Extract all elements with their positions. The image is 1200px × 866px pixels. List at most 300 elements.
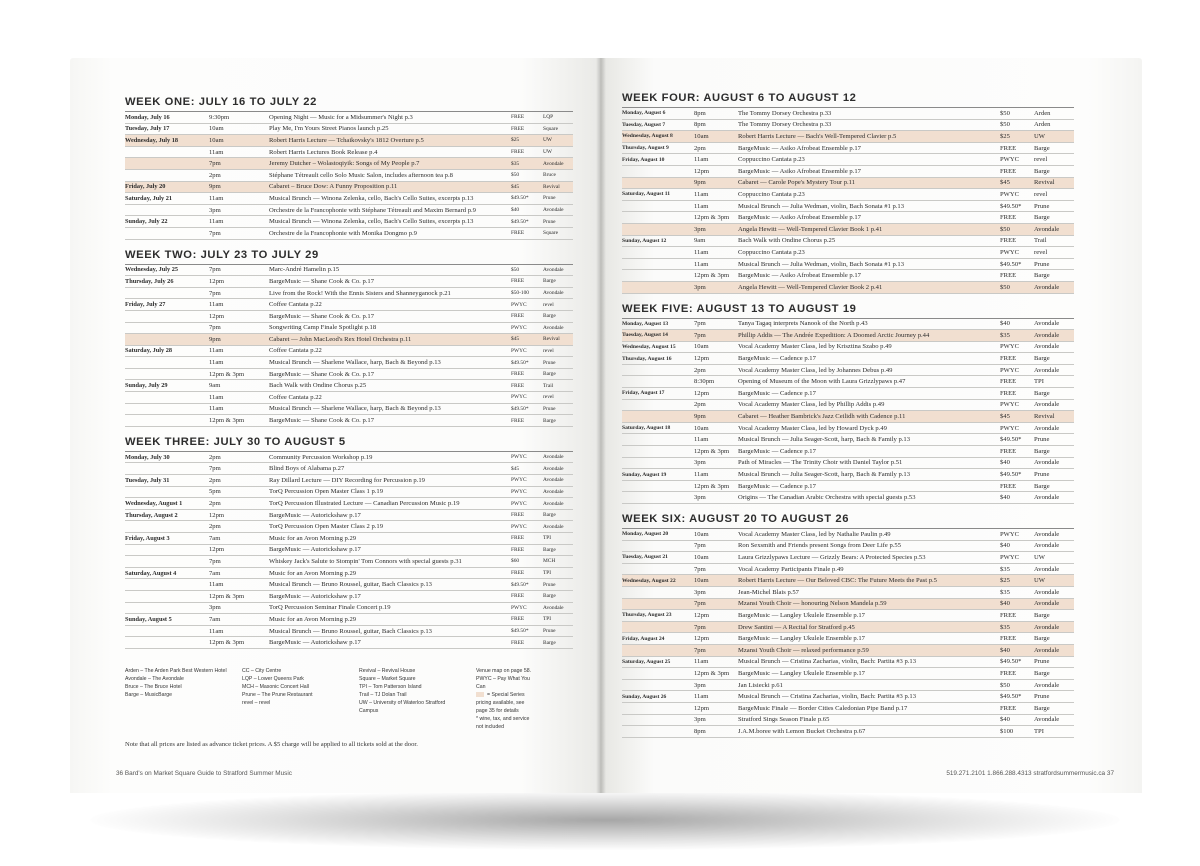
- left-schedule: [125, 96, 573, 748]
- row-venue: Barge: [1034, 144, 1050, 152]
- schedule-row: [125, 545, 573, 557]
- row-time: 7pm: [694, 623, 706, 631]
- row-time: 7pm: [209, 557, 221, 565]
- row-event: The Tommy Dorsey Orchestra p.33: [738, 121, 832, 129]
- legend-text: Avondale – The Avondale: [125, 675, 184, 682]
- schedule-row-special: [622, 599, 1074, 611]
- row-venue: Prune: [1034, 471, 1050, 479]
- row-time: 3pm: [694, 681, 706, 689]
- row-time: 11am: [694, 658, 709, 666]
- row-venue: Barge: [543, 371, 556, 378]
- row-event: BargeMusic — Shane Cook & Co. p.17: [269, 370, 375, 378]
- row-price: $49.50*: [511, 628, 529, 635]
- schedule-row-special: [622, 645, 1074, 657]
- row-time: 12pm: [694, 704, 710, 712]
- schedule-row: [622, 469, 1074, 481]
- row-price: FREE: [511, 371, 525, 378]
- schedule-row: [622, 564, 1074, 576]
- week-rows: [622, 107, 1074, 294]
- row-time: 10am: [209, 136, 224, 144]
- row-price: PWYC: [1000, 530, 1020, 538]
- row-time: 11am: [694, 471, 709, 479]
- row-day: Sunday, July 29: [125, 382, 168, 390]
- legend-text: * wine, tax, and service not included: [476, 715, 530, 730]
- schedule-row-special: [622, 224, 1074, 236]
- row-time: 12pm: [694, 611, 710, 619]
- row-venue: Barge: [543, 546, 556, 553]
- row-time: 9:30pm: [209, 113, 230, 121]
- row-venue: Avondale: [1034, 716, 1060, 724]
- row-event: Musical Brunch — Winona Zelenka, cello, Bach's Cello Suites, excerpts p.13: [269, 218, 474, 226]
- row-time: 7pm: [694, 565, 706, 573]
- schedule-row: [622, 353, 1074, 365]
- row-event: BargeMusic — Cadence p.17: [738, 355, 816, 363]
- row-day: Tuesday, August 21: [622, 554, 668, 561]
- row-venue: Avondale: [1034, 588, 1060, 596]
- row-time: 7pm: [209, 324, 221, 332]
- row-price: FREE: [1000, 669, 1017, 677]
- row-venue: Square: [543, 230, 558, 237]
- row-day: Friday, August 17: [622, 390, 665, 397]
- row-day: Friday, August 10: [622, 156, 665, 163]
- row-price: $49.50*: [511, 581, 529, 588]
- row-event: BargeMusic — Shane Cook & Co. p.17: [269, 312, 375, 320]
- legend-entry: [242, 691, 347, 699]
- schedule-row: [125, 205, 573, 217]
- row-price: PWYC: [1000, 343, 1020, 351]
- row-time: 10am: [694, 343, 709, 351]
- row-day: Thursday, July 26: [125, 277, 174, 285]
- legend-column: [125, 667, 230, 731]
- row-price: FREE: [511, 313, 525, 320]
- row-event: Robert Harris Lecture — Tchaikovsky's 1812 Overture p.5: [269, 136, 424, 144]
- row-price: PWYC: [1000, 248, 1020, 256]
- row-price: FREE: [1000, 482, 1017, 490]
- row-time: 8pm: [694, 121, 706, 129]
- row-time: 11am: [209, 405, 224, 413]
- row-event: Musical Brunch — Julia Seager-Scott, harp, Bach & Family p.13: [738, 471, 911, 479]
- schedule-row: [125, 533, 573, 545]
- row-event: BargeMusic — Asiko Afrobeat Ensemble p.17: [738, 214, 861, 222]
- row-venue: Avondale: [543, 290, 564, 297]
- row-event: Coffee Cantata p.22: [269, 393, 322, 401]
- row-day: Friday, July 27: [125, 301, 166, 309]
- row-venue: Revival: [1034, 413, 1055, 421]
- row-venue: Prune: [543, 218, 556, 225]
- row-price: $40: [1000, 716, 1010, 724]
- row-time: 2pm: [209, 476, 221, 484]
- row-price: FREE: [511, 570, 525, 577]
- row-day: Monday, August 13: [622, 320, 669, 327]
- row-price: PWYC: [511, 488, 527, 495]
- row-time: 7am: [209, 569, 221, 577]
- row-time: 3pm: [694, 225, 706, 233]
- legend-text: LQP – Lower Queens Park: [242, 675, 304, 682]
- row-price: PWYC: [511, 394, 527, 401]
- row-event: Vocal Academy Participants Finale p.49: [738, 565, 844, 573]
- row-price: FREE: [511, 512, 525, 519]
- row-venue: Avondale: [1034, 459, 1060, 467]
- row-time: 12pm: [694, 635, 710, 643]
- row-event: Musical Brunch — Julia Seager-Scott, harp, Bach & Family p.13: [738, 436, 911, 444]
- row-event: BargeMusic — Langley Ukulele Ensemble p.17: [738, 635, 865, 643]
- row-venue: Barge: [1034, 214, 1050, 222]
- row-time: 7pm: [209, 465, 221, 473]
- row-event: Jean-Michel Blais p.57: [738, 588, 799, 596]
- legend-column: [476, 667, 536, 731]
- row-price: $35: [1000, 588, 1010, 596]
- row-venue: Barge: [1034, 669, 1050, 677]
- schedule-row: [125, 124, 573, 136]
- row-day: Tuesday, August 7: [622, 121, 666, 128]
- legend-column: [359, 667, 464, 731]
- schedule-row: [125, 346, 573, 358]
- row-time: 9pm: [209, 335, 221, 343]
- legend-text: MCH – Masonic Concert Hall: [242, 683, 309, 690]
- row-day: Friday, August 3: [125, 534, 170, 542]
- row-day: Tuesday, July 17: [125, 125, 170, 133]
- row-price: $35: [1000, 623, 1010, 631]
- row-time: 10am: [694, 577, 709, 585]
- schedule-row-special: [622, 411, 1074, 423]
- row-venue: revel: [1034, 156, 1048, 164]
- row-price: PWYC: [1000, 156, 1020, 164]
- row-event: BargeMusic Finale — Border Cities Caledonian Pipe Band p.17: [738, 704, 908, 712]
- row-price: $50: [511, 172, 520, 179]
- row-price: PWYC: [1000, 553, 1020, 561]
- row-price: $25: [1000, 577, 1010, 585]
- row-event: BargeMusic — Asiko Afrobeat Ensemble p.17: [738, 167, 861, 175]
- row-time: 8pm: [694, 109, 706, 117]
- row-time: 3pm: [694, 283, 706, 291]
- schedule-row: [125, 392, 573, 404]
- schedule-row: [622, 376, 1074, 388]
- schedule-row-special: [622, 330, 1074, 342]
- schedule-row: [125, 380, 573, 392]
- row-price: $49.50*: [511, 195, 529, 202]
- row-venue: Avondale: [1034, 623, 1060, 631]
- row-day: Saturday, July 21: [125, 194, 173, 202]
- schedule-row: [622, 423, 1074, 435]
- row-time: 11am: [209, 148, 224, 156]
- row-venue: TPI: [1034, 727, 1044, 735]
- row-time: 11am: [694, 190, 709, 198]
- schedule-row: [125, 216, 573, 228]
- row-venue: Avondale: [543, 477, 564, 484]
- legend-entry: [476, 667, 536, 675]
- row-time: 8:30pm: [694, 378, 715, 386]
- legend-text: Bruce – The Bruce Hotel: [125, 683, 182, 690]
- row-price: $40: [1000, 320, 1010, 328]
- row-venue: Prune: [1034, 658, 1050, 666]
- row-price: FREE: [511, 278, 525, 285]
- row-time: 11am: [209, 301, 224, 309]
- row-price: $45: [511, 465, 520, 472]
- week-title: WEEK ONE: JULY 16 TO JULY 22: [125, 96, 317, 108]
- row-time: 2pm: [209, 453, 221, 461]
- row-day: Saturday, August 25: [622, 658, 671, 665]
- row-day: Thursday, August 9: [622, 145, 669, 152]
- schedule-row-special: [622, 575, 1074, 587]
- row-event: Orchestre de la Francophonie with Stéphane Tétreault and Maxim Bernard p.9: [269, 206, 476, 214]
- row-price: $50: [1000, 681, 1010, 689]
- row-time: 7pm: [209, 160, 221, 168]
- row-event: Vocal Academy Master Class, led by Nathalie Paulin p.49: [738, 530, 891, 538]
- row-price: $25: [1000, 132, 1010, 140]
- row-time: 11am: [209, 194, 224, 202]
- row-event: Mzansi Youth Choir — relaxed performance p.59: [738, 646, 869, 654]
- row-price: $49.50*: [1000, 436, 1022, 444]
- row-time: 9am: [209, 382, 221, 390]
- row-venue: UW: [1034, 132, 1045, 140]
- row-price: FREE: [511, 616, 525, 623]
- row-venue: Revival: [543, 183, 560, 190]
- highlight-swatch: [476, 692, 484, 697]
- row-price: $49.50*: [1000, 260, 1022, 268]
- schedule-row-special: [125, 135, 573, 147]
- row-venue: Avondale: [1034, 283, 1060, 291]
- row-time: 9pm: [209, 183, 221, 191]
- schedule-row: [622, 680, 1074, 692]
- schedule-row: [125, 603, 573, 615]
- schedule-row-special: [622, 178, 1074, 190]
- right-page: [600, 58, 1142, 793]
- row-event: BargeMusic — Shane Cook & Co. p.17: [269, 277, 375, 285]
- schedule-row: [125, 579, 573, 591]
- row-venue: Trail: [543, 382, 554, 389]
- row-price: $45: [1000, 179, 1010, 187]
- week-title: WEEK THREE: JULY 30 TO AUGUST 5: [125, 435, 346, 448]
- row-time: 9pm: [694, 179, 706, 187]
- row-event: Musical Brunch — Cristina Zacharias, violin, Bach: Partita #3 p.13: [738, 693, 916, 701]
- row-price: $49.50*: [1000, 693, 1022, 701]
- row-venue: Avondale: [543, 604, 564, 611]
- week-rows: [125, 111, 573, 240]
- row-day: Monday, August 6: [622, 110, 666, 117]
- row-time: 12pm & 3pm: [209, 592, 245, 600]
- row-price: FREE: [1000, 447, 1017, 455]
- week-title: WEEK SIX: AUGUST 20 TO AUGUST 26: [622, 513, 850, 525]
- schedule-row: [125, 556, 573, 568]
- row-price: $40: [511, 207, 520, 214]
- row-day: Tuesday, August 14: [622, 332, 668, 339]
- row-price: $45: [511, 336, 520, 343]
- schedule-row: [622, 587, 1074, 599]
- row-event: Musical Brunch — Bruno Roussel, guitar, Bach Classics p.13: [269, 627, 432, 635]
- row-event: BargeMusic — Shane Cook & Co. p.17: [269, 417, 375, 425]
- row-venue: Prune: [1034, 202, 1050, 210]
- schedule-row: [622, 458, 1074, 470]
- row-price: PWYC: [511, 454, 527, 461]
- venue-legend: [125, 667, 573, 731]
- legend-entry: [359, 699, 464, 715]
- row-venue: Avondale: [543, 324, 564, 331]
- row-time: 12pm: [209, 546, 225, 554]
- schedule-row: [622, 143, 1074, 155]
- row-time: 9pm: [694, 413, 706, 421]
- row-day: Friday, July 20: [125, 183, 166, 191]
- row-event: Cabaret — John MacLeod's Rex Hotel Orchestra p.11: [269, 335, 412, 343]
- row-venue: Barge: [1034, 447, 1050, 455]
- schedule-row: [125, 463, 573, 475]
- schedule-row: [125, 369, 573, 381]
- row-event: Bach Walk with Ondine Chorus p.25: [269, 382, 367, 390]
- row-venue: revel: [1034, 190, 1048, 198]
- row-time: 9am: [694, 237, 706, 245]
- legend-text: Arden – The Arden Park Best Western Hotel: [125, 667, 227, 674]
- row-time: 10am: [694, 132, 709, 140]
- row-time: 7pm: [694, 600, 706, 608]
- row-price: PWYC: [1000, 401, 1020, 409]
- row-event: Musical Brunch — Sharlene Wallace, harp, Bach & Beyond p.13: [269, 405, 441, 413]
- legend-entry: [242, 683, 347, 691]
- row-event: Live from the Rock! With the Ennis Sisters and Shanneyganock p.21: [269, 289, 451, 297]
- row-venue: revel: [543, 301, 554, 308]
- row-time: 3pm: [694, 494, 706, 502]
- row-venue: Barge: [1034, 167, 1050, 175]
- left-footer: 36 Bard's on Market Square Guide to Stratford Summer Music: [116, 770, 292, 777]
- row-price: FREE: [1000, 378, 1017, 386]
- row-time: 7pm: [694, 646, 706, 654]
- schedule-row: [125, 626, 573, 638]
- row-day: Monday, August 20: [622, 531, 669, 538]
- legend-entry: [125, 667, 230, 675]
- row-time: 2pm: [209, 523, 221, 531]
- row-venue: Avondale: [1034, 530, 1060, 538]
- row-event: Coppuccino Cantata p.23: [738, 248, 805, 256]
- week-title: WEEK FOUR: AUGUST 6 TO AUGUST 12: [622, 92, 857, 104]
- row-price: FREE: [511, 417, 525, 424]
- row-event: BargeMusic — Autorickshaw p.17: [269, 592, 361, 600]
- schedule-row-special: [125, 158, 573, 170]
- row-event: TorQ Percussion Open Master Class 2 p.19: [269, 523, 383, 531]
- schedule-row-special: [622, 622, 1074, 634]
- schedule-week: [622, 513, 1074, 738]
- row-venue: Barge: [1034, 482, 1050, 490]
- row-venue: revel: [543, 394, 554, 401]
- row-event: BargeMusic — Asiko Afrobeat Ensemble p.17: [738, 144, 861, 152]
- row-price: $50: [1000, 121, 1010, 129]
- schedule-row: [622, 726, 1074, 738]
- legend-entry: [359, 691, 464, 699]
- row-event: Vocal Academy Master Class, led by Krisztina Szabo p.49: [738, 343, 892, 351]
- row-venue: Arden: [1034, 121, 1051, 129]
- row-event: TorQ Percussion Open Master Class 1 p.19: [269, 488, 383, 496]
- schedule-row: [622, 492, 1074, 504]
- row-venue: Barge: [1034, 635, 1050, 643]
- legend-text: Prune – The Prune Restaurant: [242, 691, 313, 698]
- schedule-row: [622, 446, 1074, 458]
- row-price: PWYC: [1000, 424, 1020, 432]
- row-event: Opening of Museum of the Moon with Laura Grizzlypaws p.47: [738, 378, 906, 386]
- schedule-row: [125, 487, 573, 499]
- row-price: $40: [1000, 646, 1010, 654]
- row-venue: Avondale: [1034, 225, 1060, 233]
- row-venue: Barge: [1034, 611, 1050, 619]
- row-venue: Revival: [1034, 179, 1055, 187]
- row-event: Orchestre de la Francophonie with Monika Dongmo p.9: [269, 229, 417, 237]
- row-price: FREE: [1000, 389, 1017, 397]
- row-price: $50-100: [511, 290, 529, 297]
- row-event: Play Me, I'm Yours Street Pianos launch p.25: [269, 125, 389, 133]
- schedule-row: [125, 415, 573, 427]
- row-time: 7am: [209, 615, 221, 623]
- row-time: 3pm: [694, 459, 706, 467]
- row-venue: Barge: [543, 278, 556, 285]
- row-venue: Barge: [543, 639, 556, 646]
- legend-text: Square – Market Square: [359, 675, 416, 682]
- schedule-row: [622, 236, 1074, 248]
- legend-entry: [359, 667, 464, 675]
- row-event: Tanya Tagaq interprets Nanook of the North p.43: [738, 320, 868, 328]
- row-event: Musical Brunch — Julia Wedman, violin, Bach Sonata #1 p.13: [738, 202, 904, 210]
- row-time: 3pm: [209, 604, 221, 612]
- row-event: Blind Boys of Alabama p.27: [269, 465, 345, 473]
- row-venue: Revival: [543, 336, 560, 343]
- row-time: 10am: [694, 424, 709, 432]
- schedule-row: [622, 691, 1074, 703]
- row-venue: Avondale: [543, 454, 564, 461]
- legend-text: UW – University of Waterloo Stratford Campus: [359, 699, 446, 714]
- schedule-row: [622, 552, 1074, 564]
- row-price: FREE: [511, 114, 525, 121]
- row-venue: Avondale: [543, 266, 564, 273]
- row-venue: Avondale: [543, 523, 564, 530]
- row-day: Sunday, August 26: [622, 693, 667, 700]
- row-event: Coffee Cantata p.22: [269, 301, 322, 309]
- row-time: 7pm: [209, 266, 221, 274]
- row-time: 12pm & 3pm: [694, 214, 730, 222]
- row-time: 11am: [209, 581, 224, 589]
- row-time: 11am: [209, 347, 224, 355]
- row-time: 12pm & 3pm: [209, 639, 245, 647]
- row-price: FREE: [511, 382, 525, 389]
- row-event: Musical Brunch — Winona Zelenka, cello, Bach's Cello Suites, excerpts p.13: [269, 194, 474, 202]
- row-venue: Avondale: [543, 465, 564, 472]
- row-price: FREE: [511, 125, 525, 132]
- row-event: Mzansi Youth Choir — honouring Nelson Mandela p.59: [738, 600, 887, 608]
- row-event: Angela Hewitt — Well-Tempered Clavier Book 2 p.41: [738, 283, 883, 291]
- legend-entry: [476, 715, 536, 731]
- legend-column: [242, 667, 347, 731]
- legend-entry: [125, 675, 230, 683]
- row-venue: LQP: [543, 114, 554, 121]
- row-time: 3pm: [209, 206, 221, 214]
- schedule-row: [622, 529, 1074, 541]
- row-price: $49.50*: [511, 405, 529, 412]
- row-price: PWYC: [511, 604, 527, 611]
- row-time: 11am: [694, 248, 709, 256]
- row-event: Music for an Avon Morning p.29: [269, 615, 357, 623]
- right-schedule: [622, 92, 1074, 738]
- row-price: $35: [511, 160, 520, 167]
- row-venue: Barge: [1034, 272, 1050, 280]
- row-venue: Barge: [1034, 704, 1050, 712]
- row-event: BargeMusic — Cadence p.17: [738, 482, 816, 490]
- row-price: $25: [511, 137, 520, 144]
- row-event: Cabaret – Bruce Dow: A Funny Proposition p.11: [269, 183, 398, 191]
- row-event: Jan Lisiecki p.61: [738, 681, 783, 689]
- row-time: 2pm: [694, 144, 706, 152]
- row-event: Vocal Academy Master Class, led by Howard Dyck p.49: [738, 424, 887, 432]
- row-day: Wednesday, July 25: [125, 266, 179, 274]
- row-venue: Bruce: [543, 172, 556, 179]
- row-venue: UW: [543, 149, 552, 156]
- row-day: Thursday, August 23: [622, 612, 672, 619]
- row-time: 2pm: [209, 500, 221, 508]
- row-venue: TPI: [1034, 378, 1044, 386]
- row-price: FREE: [1000, 237, 1017, 245]
